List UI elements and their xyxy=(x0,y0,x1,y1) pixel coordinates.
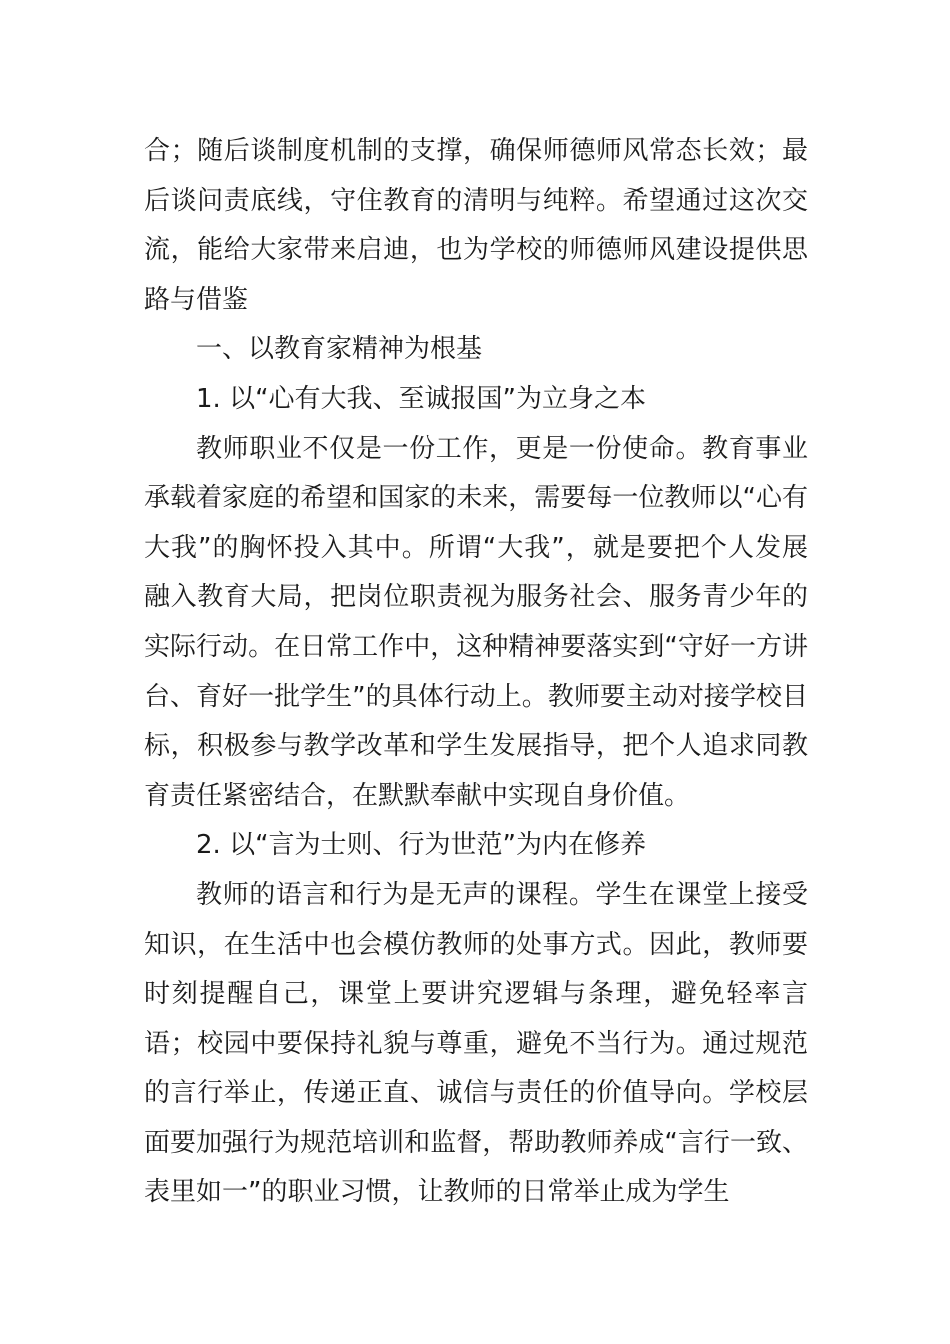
paragraph-body-1: 教师职业不仅是一份工作，更是一份使命。教育事业承载着家庭的希望和国家的未来，需要每一位教师以“心有大我”的胸怀投入其中。所谓“大我”，就是要把个人发展融入教育大局，把岗位职责视为服务社会、服务青少年的实际行动。在日常工作中，这种精神要落实到“守好一方讲台、育好一批学生”的具体行动上。教师要主动对接学校目标，积极参与教学改革和学生发展指导，把个人追求同教育责任紧密结合，在默默奉献中实现自身价值。 xyxy=(144,433,808,811)
paragraph-body-2: 教师的语言和行为是无声的课程。学生在课堂上接受知识，在生活中也会模仿教师的处事方式。因此，教师要时刻提醒自己，课堂上要讲究逻辑与条理，避免轻率言语；校园中要保持礼貌与尊重，避免不当行为。通过规范的言行举止，传递正直、诚信与责任的价值导向。学校层面要加强行为规范培训和监督，帮助教师养成“言行一致、表里如一”的职业习惯，让教师的日常举止成为学生 xyxy=(144,879,808,1208)
section-heading-1: 一、以教育家精神为根基 xyxy=(196,334,483,365)
document-body xyxy=(144,127,808,1218)
paragraph-continued-intro: 合；随后谈制度机制的支撑，确保师德师风常态长效；最后谈问责底线，守住教育的清明与纯粹。希望通过这次交流，能给大家带来启迪，也为学校的师德师风建设提供思路与借鉴 xyxy=(144,136,808,315)
subheading-1-2: 2. 以“言为士则、行为世范”为内在修养 xyxy=(196,830,647,861)
subheading-1-1: 1. 以“心有大我、至诚报国”为立身之本 xyxy=(196,383,647,414)
